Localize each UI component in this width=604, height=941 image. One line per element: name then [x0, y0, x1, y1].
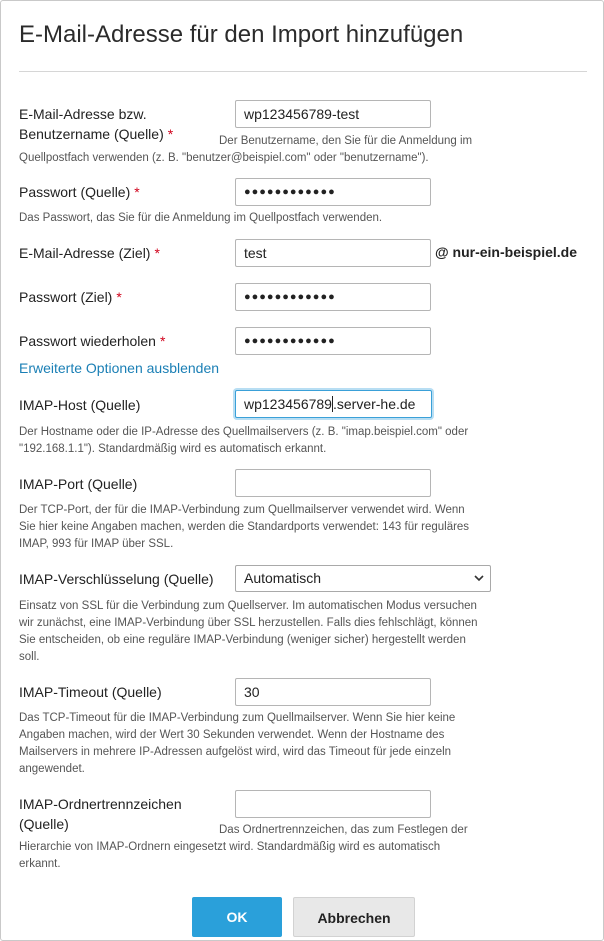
dialog-title: E-Mail-Adresse für den Import hinzufügen [19, 21, 464, 48]
target-password-label [19, 287, 122, 307]
imap-port-label: IMAP-Port (Quelle) [19, 476, 138, 492]
imap-separator-hint-line3: erkannt. [19, 858, 61, 870]
imap-host-label: IMAP-Host (Quelle) [19, 397, 141, 413]
ok-button[interactable]: OK [192, 897, 282, 937]
imap-separator-hint-line2: Hierarchie von IMAP-Ordnern eingesetzt wird. Standardmäßig wird es automatisch [19, 841, 441, 853]
source-user-hint-line1: Der Benutzername, den Sie für die Anmeldung im [219, 135, 473, 147]
imap-port-input[interactable] [235, 469, 431, 497]
required-marker: * [116, 289, 122, 305]
imap-separator-label-line2: (Quelle) [19, 816, 69, 832]
imap-encryption-select[interactable] [235, 565, 491, 592]
source-password-label [19, 182, 140, 202]
imap-encryption-label: IMAP-Verschlüsselung (Quelle) [19, 571, 214, 587]
advanced-options-toggle[interactable]: Erweiterte Optionen ausblenden [19, 360, 220, 376]
required-marker: * [167, 126, 174, 142]
required-marker: * [134, 184, 140, 200]
target-domain: @ nur-ein-beispiel.de [435, 244, 578, 260]
source-user-input[interactable]: wp123456789-test [235, 100, 431, 128]
source-password-input[interactable]: ●●●●●●●●●●●● [235, 178, 431, 206]
target-password-input[interactable]: ●●●●●●●●●●●● [235, 283, 431, 311]
imap-separator-label-line1: IMAP-Ordnertrennzeichen [19, 796, 182, 812]
imap-port-hint-line3: IMAP, 993 für IMAP über SSL. [19, 538, 174, 550]
repeat-password-label-text: Passwort wiederholen [19, 333, 156, 349]
chevron-down-icon [474, 574, 484, 582]
imap-encryption-selected: Automatisch [244, 570, 322, 586]
target-email-label-text: E-Mail-Adresse (Ziel) [19, 245, 151, 261]
title-divider [19, 71, 587, 72]
required-marker: * [159, 333, 166, 349]
imap-timeout-hint-line4: angewendet. [19, 763, 85, 775]
required-marker: * [154, 245, 160, 261]
imap-encryption-hint-line4: soll. [19, 651, 40, 663]
target-email-label [19, 243, 160, 263]
imap-host-value-before: wp123456789 [244, 396, 332, 412]
target-email-input[interactable]: test [235, 239, 431, 267]
imap-separator-input[interactable] [235, 790, 431, 818]
imap-encryption-hint-line1: Einsatz von SSL für die Verbindung zum Quellserver. Im automatischen Modus versuchen [19, 600, 477, 612]
repeat-password-input[interactable]: ●●●●●●●●●●●● [235, 327, 431, 355]
imap-encryption-hint-line2: wir zunächst, eine IMAP-Verbindung über SSL herzustellen. Falls dies fehlschlägt, können [19, 617, 478, 629]
source-user-label-line2: Benutzername (Quelle) [19, 126, 164, 142]
imap-separator-hint-line1: Das Ordnertrennzeichen, das zum Festlegen der [219, 824, 468, 836]
imap-host-hint-line2: "192.168.1.1"). Standardmäßig wird es automatisch erkannt. [19, 443, 327, 455]
source-password-label-text: Passwort (Quelle) [19, 184, 131, 200]
imap-separator-label [19, 794, 182, 834]
imap-timeout-input[interactable]: 30 [235, 678, 431, 706]
source-user-label [19, 104, 173, 144]
imap-host-value-after: .server-he.de [332, 396, 416, 412]
imap-host-input[interactable] [235, 390, 432, 418]
source-user-hint-line2: Quellpostfach verwenden (z. B. "benutzer@beispiel.com" oder "benutzername"). [19, 152, 429, 164]
source-password-hint: Das Passwort, das Sie für die Anmeldung im Quellpostfach verwenden. [19, 212, 383, 224]
source-user-label-line1: E-Mail-Adresse bzw. [19, 106, 147, 122]
imap-timeout-hint-line1: Das TCP-Timeout für die IMAP-Verbindung zum Quellmailserver. Wenn Sie hier keine [19, 712, 456, 724]
imap-timeout-label: IMAP-Timeout (Quelle) [19, 684, 162, 700]
imap-timeout-hint-line2: Angaben machen, wird der Wert 30 Sekunden verwendet. Wenn der Hostname des [19, 729, 445, 741]
imap-encryption-hint-line3: Sie entscheiden, ob eine reguläre IMAP-Verbindung (weniger sicher) hergestellt werden [19, 634, 466, 646]
imap-host-hint-line1: Der Hostname oder die IP-Adresse des Quellmailservers (z. B. "imap.beispiel.com" oder [19, 426, 469, 438]
imap-port-hint-line1: Der TCP-Port, der für die IMAP-Verbindung zum Quellmailserver verwendet wird. Wenn [19, 504, 465, 516]
cancel-button[interactable]: Abbrechen [293, 897, 415, 937]
imap-port-hint-line2: Sie hier keine Angaben machen, werden die Standardports verwendet: 143 für reguläres [19, 521, 470, 533]
target-password-label-text: Passwort (Ziel) [19, 289, 113, 305]
repeat-password-label [19, 331, 165, 351]
imap-timeout-hint-line3: Mailservers in mehrere IP-Adressen aufgelöst wird, wird das Timeout für jede einzeln [19, 746, 452, 758]
